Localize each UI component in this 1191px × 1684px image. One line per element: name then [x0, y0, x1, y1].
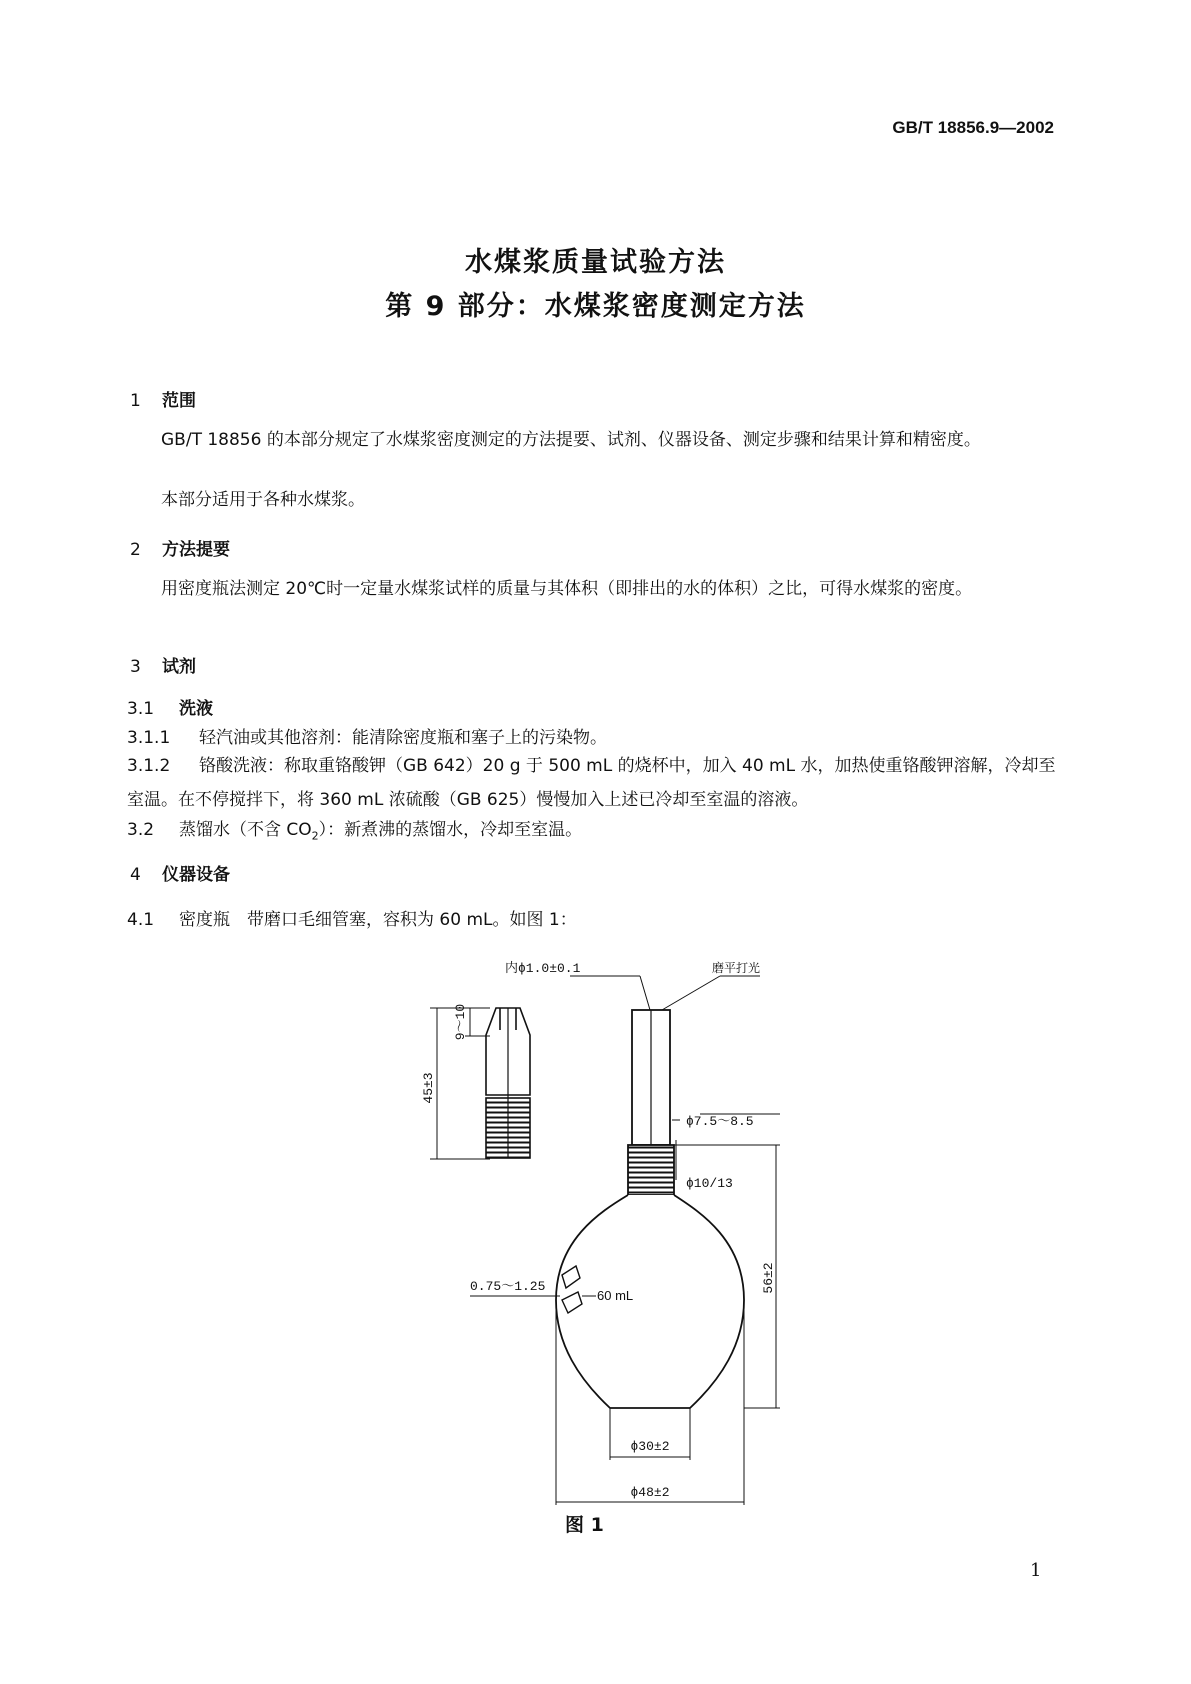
clause-number: 3.2	[127, 820, 155, 840]
clause-number: 4.1	[127, 910, 155, 930]
section-1-paragraph-2	[127, 483, 1067, 517]
section-2-heading	[130, 535, 230, 560]
flask-drawing	[556, 1010, 744, 1408]
clause-3-2	[127, 815, 582, 842]
standard-number: GB/T 18856.9—2002	[892, 118, 1054, 137]
wall-thickness-label: 0.75～1.25	[470, 1279, 546, 1294]
document-title: 水煤浆质量试验方法	[465, 247, 726, 278]
section-title: 洗液	[179, 699, 213, 719]
base-diameter-label: ϕ30±2	[630, 1439, 670, 1454]
paragraph-text: GB/T 18856 的本部分规定了水煤浆密度测定的方法提要、试剂、仪器设备、测定步骤和结果计算和精密度。	[161, 430, 981, 450]
section-number: 4	[130, 865, 141, 885]
polish-label: 磨平打光	[712, 961, 761, 975]
height-label: 56±2	[761, 1262, 776, 1294]
bulb-diameter-label: ϕ48±2	[630, 1485, 670, 1500]
section-1-heading	[130, 386, 196, 411]
stopper-drawing	[486, 1008, 530, 1158]
section-number: 3	[130, 657, 141, 677]
volume-label: 60 mL	[597, 1288, 634, 1303]
section-title: 试剂	[162, 657, 196, 677]
clause-text: 蒸馏水（不含 $CO_2$）：新煮沸的蒸馏水，冷却至室温。	[179, 820, 583, 843]
section-title: 方法提要	[162, 540, 230, 560]
clause-text: 密度瓶 带磨口毛细管塞，容积为 60 mL。如图 1：	[179, 910, 577, 930]
section-3-heading	[130, 652, 196, 677]
section-number: 2	[130, 540, 141, 560]
clause-3-1-1	[127, 723, 607, 748]
page-number: 1	[1030, 1560, 1042, 1581]
clause-number: 3.1.2	[127, 756, 171, 776]
section-1-paragraph-1	[127, 423, 1067, 457]
section-number: 3.1	[127, 699, 155, 719]
paragraph-text: 用密度瓶法测定 20℃时一定量水煤浆试样的质量与其体积（即排出的水的体积）之比，可得水煤浆的密度。	[161, 579, 973, 599]
figure-caption: 图 1	[565, 1514, 604, 1536]
section-number: 1	[130, 391, 141, 411]
section-title: 范围	[162, 391, 196, 411]
joint-label: ϕ10/13	[686, 1176, 733, 1191]
clause-4-1	[127, 905, 577, 930]
document-subtitle: 第 9 部分：水煤浆密度测定方法	[385, 291, 806, 322]
section-4-heading	[130, 860, 230, 885]
paragraph-text: 本部分适用于各种水煤浆。	[161, 490, 365, 510]
tip-length-label: 9～10	[453, 1003, 468, 1041]
section-2-paragraph-1	[127, 572, 1067, 606]
stopper-length-label: 45±3	[421, 1072, 436, 1104]
section-title: 仪器设备	[162, 865, 230, 885]
section-3-1-heading	[127, 694, 213, 719]
clause-3-1-2	[127, 749, 1067, 817]
neck-diameter-label: ϕ7.5～8.5	[686, 1114, 754, 1129]
inner-diameter-label: 内ϕ1.0±0.1	[505, 961, 581, 976]
clause-text: 铬酸洗液：称取重铬酸钾（GB 642）20 g 于 500 mL 的烧杯中，加入 40 mL 水，加热使重铬酸钾溶解，冷却至室温。在不停搅拌下，将 360 mL 浓硫酸（GB 625）慢慢加入上述已冷却至室温的溶液。	[127, 756, 1056, 810]
clause-text: 轻汽油或其他溶剂：能清除密度瓶和塞子上的污染物。	[199, 728, 607, 748]
clause-number: 3.1.1	[127, 728, 171, 748]
pycnometer-figure	[0, 940, 1191, 1510]
